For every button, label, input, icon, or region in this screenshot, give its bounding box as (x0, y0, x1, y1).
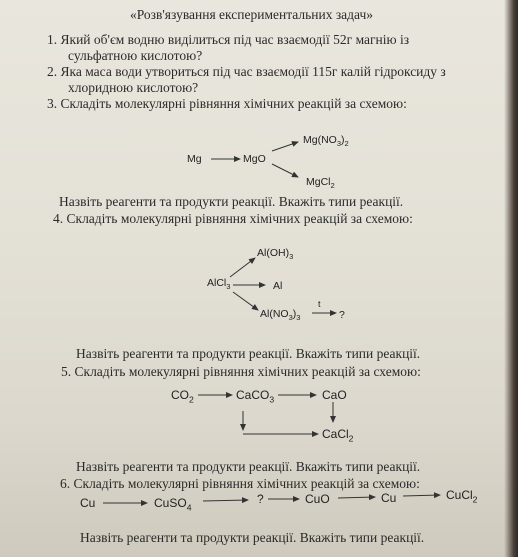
scheme5-caco3: CaCO$_3$ (236, 388, 275, 405)
scheme3-mgno3: $Mg(NO_3)_2$ (303, 134, 349, 149)
scheme4-aloh3: $Al(OH)_3$ (257, 247, 294, 262)
arrow-alcl3-aloh3 (230, 258, 255, 277)
scheme3-mg: Mg (187, 153, 202, 165)
scheme4-al: Al (273, 280, 283, 292)
task-4-note: Назвіть реагенти та продукти реакції. Вкажіть типи реакції. (76, 346, 421, 361)
scheme4-unknown: ? (339, 309, 345, 321)
task-2-line-1: 2. Яка маса води утвориться під час взаємодії 115г калій гідроксиду з (47, 64, 446, 79)
task-1-line-1: 1. Який об'єм водню виділиться під час взаємодії 52г магнію із (47, 32, 410, 47)
scheme3-mgo: MgO (243, 153, 266, 165)
scheme4-alcl3: AlCl$_3$ (207, 277, 231, 292)
task-6-note: Назвіть реагенти та продукти реакції. Вкажіть типи реакції. (80, 530, 425, 545)
scheme6-cucl2: CuCl$_2$ (446, 488, 478, 505)
task-3-note: Назвіть реагенти та продукти реакції. Вкажіть типи реакції. (59, 194, 404, 209)
page-title: «Розв'язування експериментальних задач» (130, 7, 374, 22)
task-5-note: Назвіть реагенти та продукти реакції. Вкажіть типи реакції. (76, 459, 421, 474)
scheme5-co2: $CO_2$ (171, 388, 194, 405)
scheme5-cacl2: CaCl$_2$ (322, 427, 354, 444)
scheme6-unknown: ? (257, 492, 264, 506)
arrow-cu-cucl2 (403, 495, 440, 496)
page-shadow-edge (504, 0, 518, 557)
scheme4-heat-t: t (318, 299, 321, 309)
scheme4-alno33: $Al(NO_3)_3$ (260, 308, 301, 323)
scheme6-cu: Cu (80, 496, 96, 510)
task-4-heading: 4. Складіть молекулярні рівняння хімічних реакцій за схемою: (53, 211, 413, 226)
scheme5-cao: CaO (322, 388, 347, 402)
task-6-heading: 6. Складіть молекулярні рівняння хімічних реакцій за схемою: (60, 476, 420, 491)
arrow-alcl3-alno33 (233, 292, 258, 310)
task-1-line-2: сульфатною кислотою? (68, 48, 203, 63)
arrow-mgo-mgno3 (272, 142, 298, 151)
task-5-heading: 5. Складіть молекулярні рівняння хімічних реакцій за схемою: (61, 364, 421, 379)
scheme6-cu-2: Cu (381, 491, 397, 505)
scheme6-cuo: CuO (305, 492, 330, 506)
arrow-mgo-mgcl2 (272, 164, 298, 177)
arrow-cuo-cu (338, 497, 375, 498)
scheme3-mgcl2: MgCl$_2$ (306, 176, 335, 191)
arrow-cuso4-q (203, 500, 248, 501)
task-2-line-2: хлоридною кислотою? (68, 80, 199, 95)
task-3-heading: 3. Складіть молекулярні рівняння хімічних реакцій за схемою: (47, 96, 407, 111)
scheme6-cuso4: CuSO$_4$ (154, 496, 192, 513)
